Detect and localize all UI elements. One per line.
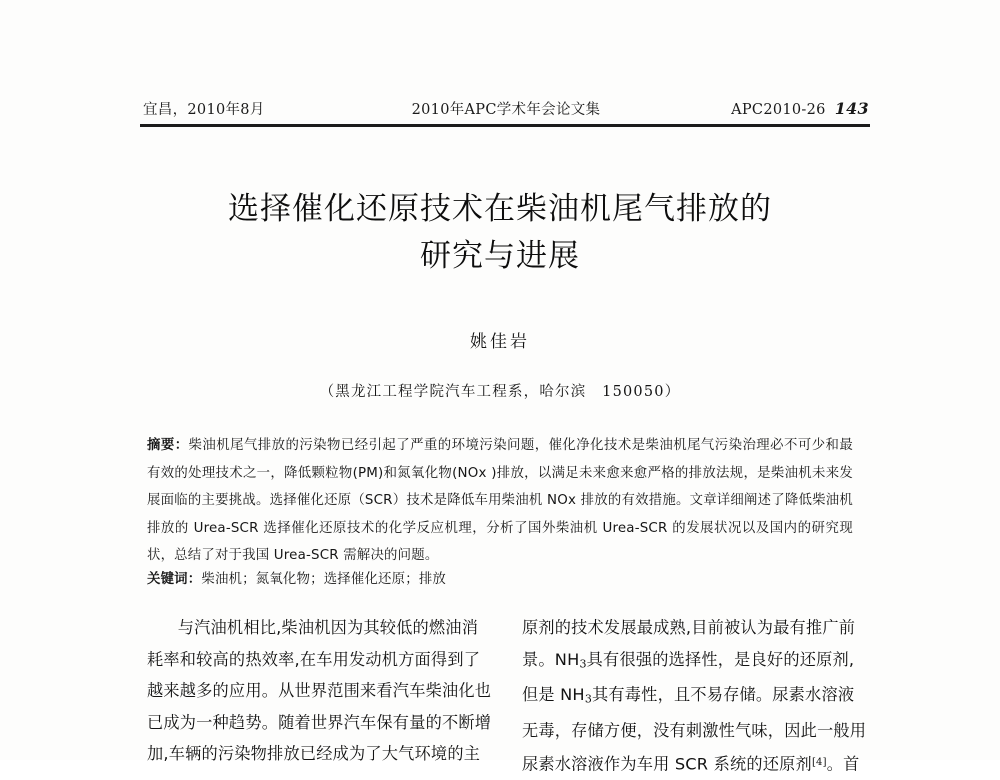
header-rule [140, 124, 870, 127]
right-column-paragraph [522, 612, 865, 780]
running-header [143, 98, 869, 119]
right-column-line-5-part-a: 尿素水溶液作为车用 SCR 系统的还原剂 [522, 754, 812, 774]
left-column-line-4: 已成为一种趋势。随着世界汽车保有量的不断增 [147, 712, 492, 732]
keywords-text: 柴油机；氮氧化物；选择催化还原；排放 [201, 572, 447, 587]
author-affiliation: （黑龙江工程学院汽车工程系，哈尔滨 150050） [319, 384, 681, 400]
right-column-line-2-part-a: 景。NH [522, 649, 580, 669]
body-right-column [522, 612, 867, 774]
article-title-line-2: 研究与进展 [420, 238, 580, 274]
header-paper-id: APC2010-26 [731, 102, 826, 118]
abstract-block [147, 432, 853, 570]
abstract-text: 柴油机尾气排放的污染物已经引起了严重的环境污染问题，催化净化技术是柴油机尾气污染治理必不可少和最有效的处理技术之一，降低颗粒物(PM)和氮氧化物(NOx )排放，以满足未来愈来愈严格的排放法规，是柴油机未来发展面临的主要挑战。选择催化还原（SCR）技术是降低车用柴油机 NOx 排放的有效措施。文章详细阐述了降低柴油机排放的 Urea-SCR 选择催化还原技术的化学反应机理，分析了国外柴油机 Urea-SCR 的发展状况以及国内的研究现状，总结了对于我国 Urea-SCR 需解决的问题。 [147, 438, 853, 563]
right-column-line-3 [522, 679, 865, 715]
right-column-line-5-part-b: 。首 [826, 754, 860, 774]
keywords-block [147, 568, 853, 592]
right-column-line-3-part-b: 其有毒性，且不易存储。尿素水溶液 [592, 685, 855, 705]
page-number: 143 [834, 99, 869, 118]
right-column-line-5 [522, 747, 865, 780]
nh3-subscript-line-3: 3 [584, 692, 593, 706]
header-proceedings-title: 2010年APC学术年会论文集 [411, 102, 601, 118]
right-column-line-2 [522, 644, 865, 680]
body-columns [147, 612, 867, 774]
citation-reference-4: [4] [811, 756, 827, 768]
left-column-paragraph [147, 612, 490, 770]
author-name: 姚佳岩 [470, 332, 530, 352]
keywords-label: 关键词： [147, 572, 202, 587]
body-left-column [147, 612, 492, 763]
right-column-line-4: 无毒，存储方便，没有刺激性气味，因此一般用 [522, 721, 867, 741]
right-column-line-3-part-a: 但是 NH [522, 685, 585, 705]
left-column-line-3: 越来越多的应用。从世界范围来看汽车柴油化也 [147, 681, 492, 700]
left-column-line-5: 加,车辆的污染物排放已经成为了大气环境的主 [147, 744, 481, 763]
left-column-line-1: 与汽油机相比,柴油机因为其较低的燃油消 [177, 618, 479, 637]
right-column-line-1: 原剂的技术发展最成熟,目前被认为最有推广前 [522, 618, 856, 637]
article-title [150, 186, 850, 280]
article-title-line-1: 选择催化还原技术在柴油机尾气排放的 [228, 191, 772, 227]
header-conference-location: 宜昌，2010年8月 [143, 102, 265, 118]
left-column-line-2: 耗率和较高的热效率,在车用发动机方面得到了 [147, 649, 481, 669]
right-column-line-2-part-b: 具有很强的选择性，是良好的还原剂, [586, 649, 855, 669]
header-right-group [731, 99, 869, 118]
nh3-subscript-line-2: 3 [579, 656, 587, 670]
abstract-label: 摘要： [147, 438, 189, 453]
